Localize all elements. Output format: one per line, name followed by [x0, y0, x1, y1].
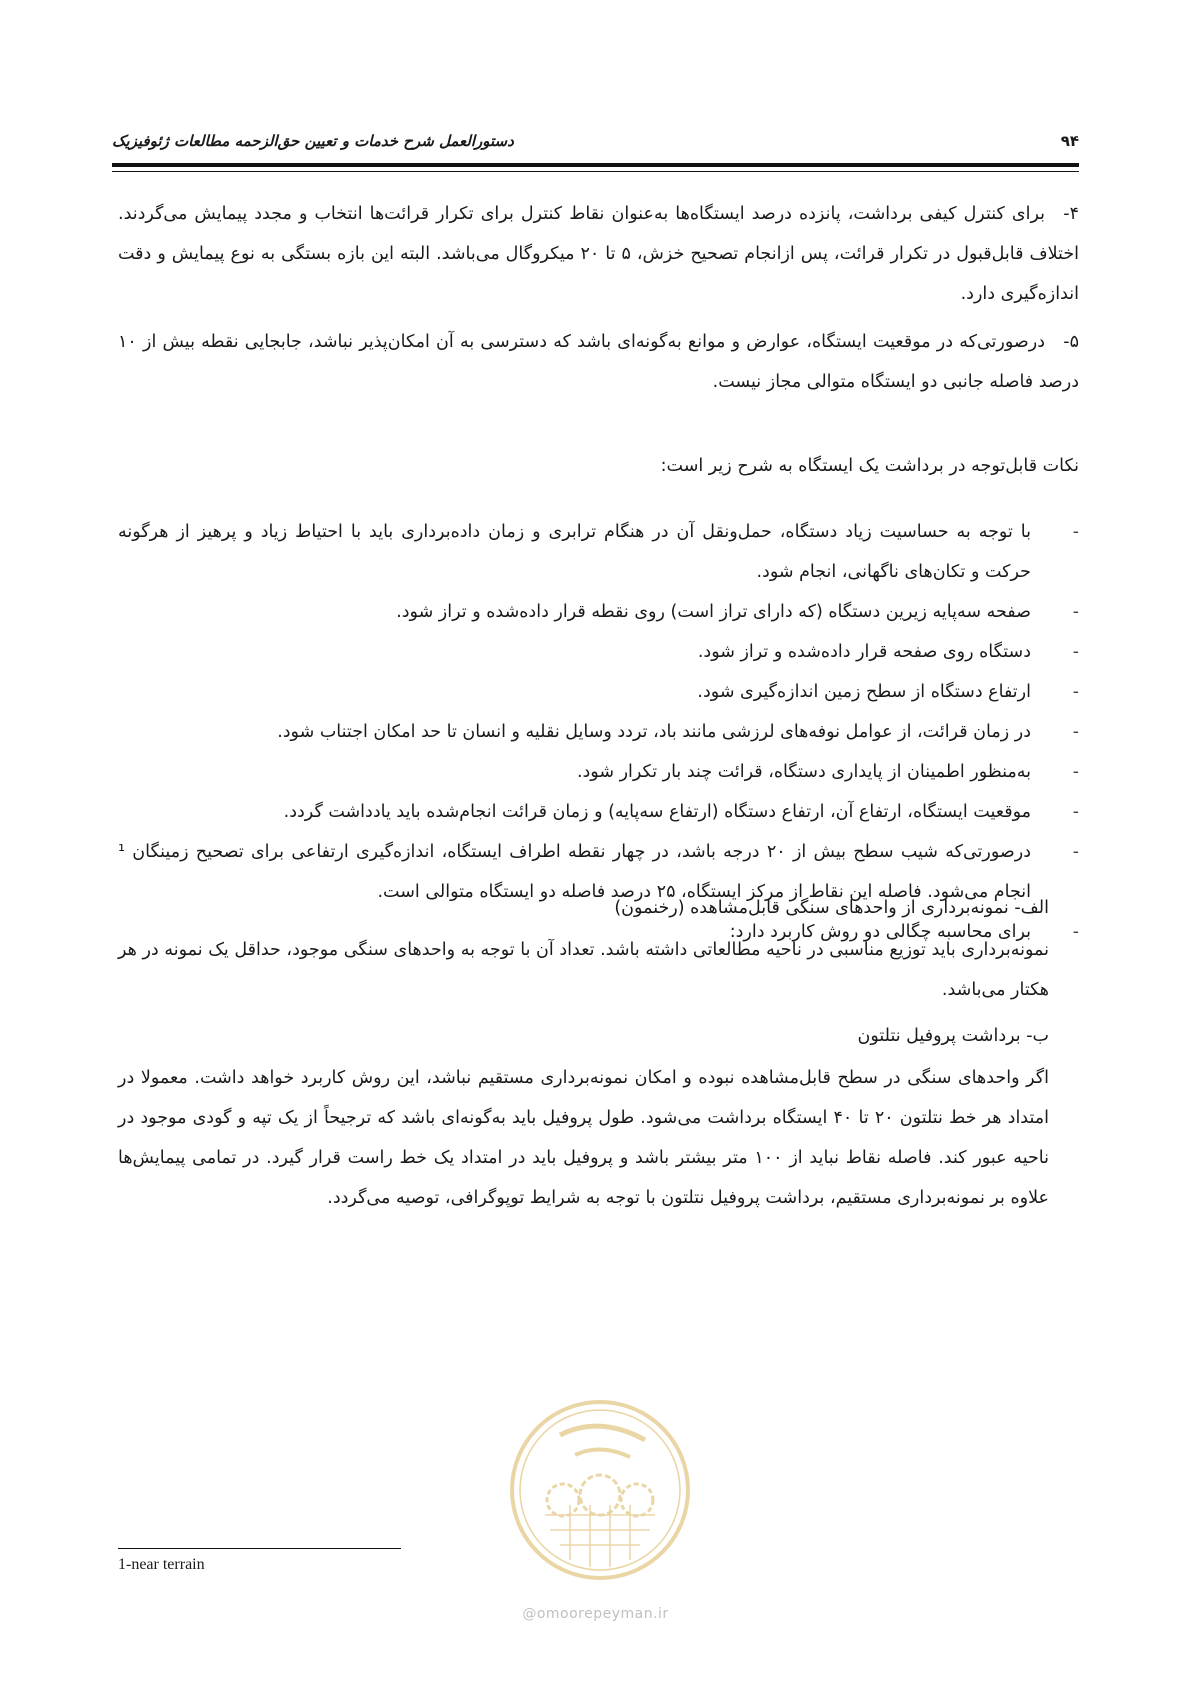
item-text-4	[118, 194, 1079, 314]
gear-left-icon	[547, 1484, 579, 1516]
list-item	[118, 592, 1079, 632]
section-a-title: الف- نمونه‌برداری از واحدهای سنگی قابل‌مشاهده (رخنمون)	[614, 898, 1049, 918]
section-b-text: اگر واحدهای سنگی در سطح قابل‌مشاهده نبوده و امکان نمونه‌برداری مستقیم نباشد، این روش کاربرد خواهد داشت. معمولا در امتداد هر خط نتلتون ۲۰ تا ۴۰ ایستگاه برداشت می‌شود. طول پروفیل باید به‌گونه‌ای باشد که ترجیحاً از یک تپه و گودی موجود در ناحیه عبور کند. فاصله نقاط نباید از ۱۰۰ متر بیشتر باشد و پروفیل باید در امتداد یک خط راست قرار گیرد. در تمامی پیمایش‌ها علاوه بر نمونه‌برداری مستقیم، برداشت پروفیل نتلتون با توجه به شرایط توپوگرافی، توصیه می‌گردد.	[118, 1068, 1050, 1208]
bullet-dash: -	[1072, 682, 1079, 702]
bullet-dash: -	[1072, 642, 1079, 662]
bullet-dash: -	[1072, 762, 1079, 782]
bullet-text-footnote-ref: درصورتی‌که شیب سطح بیش از ۲۰ درجه باشد، در چهار نقطه اطراف ایستگاه، اندازه‌گیری ارتفاعی برای تصحیح زمینگان ¹ انجام می‌شود. فاصله این نقاط از مرکز ایستگاه، ۲۵ درصد فاصله دو ایستگاه متوالی است.	[118, 842, 1031, 902]
list-item	[118, 712, 1079, 752]
footnote: 1-near terrain	[118, 1556, 205, 1573]
item-text-4-content: برای کنترل کیفی برداشت، پانزده درصد ایستگاه‌ها به‌عنوان نقاط کنترل برای تکرار قرائت‌ها انتخاب و مجدد پیمایش می‌گردند. اختلاف قابل‌قبول در تکرار قرائت، پس ازانجام تصحیح خزش، ۵ تا ۲۰ میکروگال می‌باشد. البته این بازه بستگی به نوع پیمایش و دقت اندازه‌گیری دارد.	[118, 204, 1079, 304]
bullet-dash: -	[1072, 922, 1079, 942]
section-a-text: نمونه‌برداری باید توزیع مناسبی در ناحیه مطالعاتی داشته باشد. تعداد آن با توجه به واحدهای سنگی موجود، حداقل یک نمونه در هر هکتار می‌باشد.	[118, 940, 1049, 1000]
item-text-5-content: درصورتی‌که در موقعیت ایستگاه، عوارض و موانع به‌گونه‌ای باشد که دسترسی به آن امکان‌پذیر نباشد، جابجایی نقطه بیش از ۱۰ درصد فاصله جانبی دو ایستگاه متوالی مجاز نیست.	[118, 332, 1079, 392]
item-number: ۴-	[1063, 204, 1079, 224]
list-item	[118, 792, 1079, 832]
gear-center-icon	[580, 1475, 620, 1515]
logo-inner-ring	[520, 1410, 680, 1570]
section-a-body	[118, 930, 1049, 1010]
watermark-site: @omoorepeyman.ir	[522, 1606, 669, 1622]
bullet-dash: -	[1072, 842, 1079, 862]
bullet-text: برای محاسبه چگالی دو روش کاربرد دارد:	[729, 922, 1031, 942]
bullet-text: دستگاه روی صفحه قرار داده‌شده و تراز شود.	[697, 642, 1031, 662]
bullet-text: ارتفاع دستگاه از سطح زمین اندازه‌گیری شود.	[697, 682, 1031, 702]
logo-calligraphy-2	[575, 1449, 630, 1457]
bullet-text: موقعیت ایستگاه، ارتفاع آن، ارتفاع دستگاه (ارتفاع سه‌پایه) و زمان قرائت انجام‌شده باید یادداشت گردد.	[283, 802, 1031, 822]
intro-paragraph: نکات قابل‌توجه در برداشت یک ایستگاه به شرح زیر است:	[660, 456, 1079, 476]
page-header	[112, 128, 1079, 162]
bullet-text: با توجه به حساسیت زیاد دستگاه، حمل‌ونقل آن در هنگام ترابری و زمان داده‌برداری باید با احتیاط زیاد و پرهیز از هرگونه حرکت و تکان‌های ناگهانی، انجام شود.	[118, 522, 1031, 582]
bullet-text: به‌منظور اطمینان از پایداری دستگاه، قرائت چند بار تکرار شود.	[576, 762, 1031, 782]
footnote-rule	[118, 1548, 401, 1549]
list-item	[118, 512, 1079, 592]
list-item	[118, 632, 1079, 672]
header-rule-thin	[112, 171, 1079, 172]
section-b-title: ب- برداشت پروفیل نتلتون	[857, 1026, 1049, 1046]
numbered-item-5	[118, 322, 1079, 402]
gear-right-icon	[621, 1484, 653, 1516]
bullet-dash: -	[1072, 802, 1079, 822]
numbered-item-4	[118, 194, 1079, 314]
item-number: ۵-	[1063, 332, 1079, 352]
bullet-text: صفحه سه‌پایه زیرین دستگاه (که دارای تراز است) روی نقطه قرار داده‌شده و تراز شود.	[396, 602, 1031, 622]
bullet-dash: -	[1072, 522, 1079, 542]
bullet-dash: -	[1072, 602, 1079, 622]
running-title: دستورالعمل شرح خدمات و تعیین حق‌الزحمه مطالعات ژئوفیزیک	[112, 132, 514, 150]
list-item	[118, 752, 1079, 792]
bullet-text: در زمان قرائت، از عوامل نوفه‌های لرزشی مانند باد، تردد وسایل نقلیه و انسان تا حد امکان اجتناب شود.	[277, 722, 1031, 742]
item-text-5	[118, 322, 1079, 402]
header-rule-thick	[112, 163, 1079, 167]
bullet-dash: -	[1072, 722, 1079, 742]
bullet-list	[118, 512, 1079, 952]
section-b-body	[118, 1058, 1049, 1218]
page-number: ۹۴	[1060, 132, 1079, 150]
list-item	[118, 672, 1079, 712]
logo-calligraphy	[560, 1426, 645, 1440]
watermark-logo	[505, 1395, 695, 1585]
